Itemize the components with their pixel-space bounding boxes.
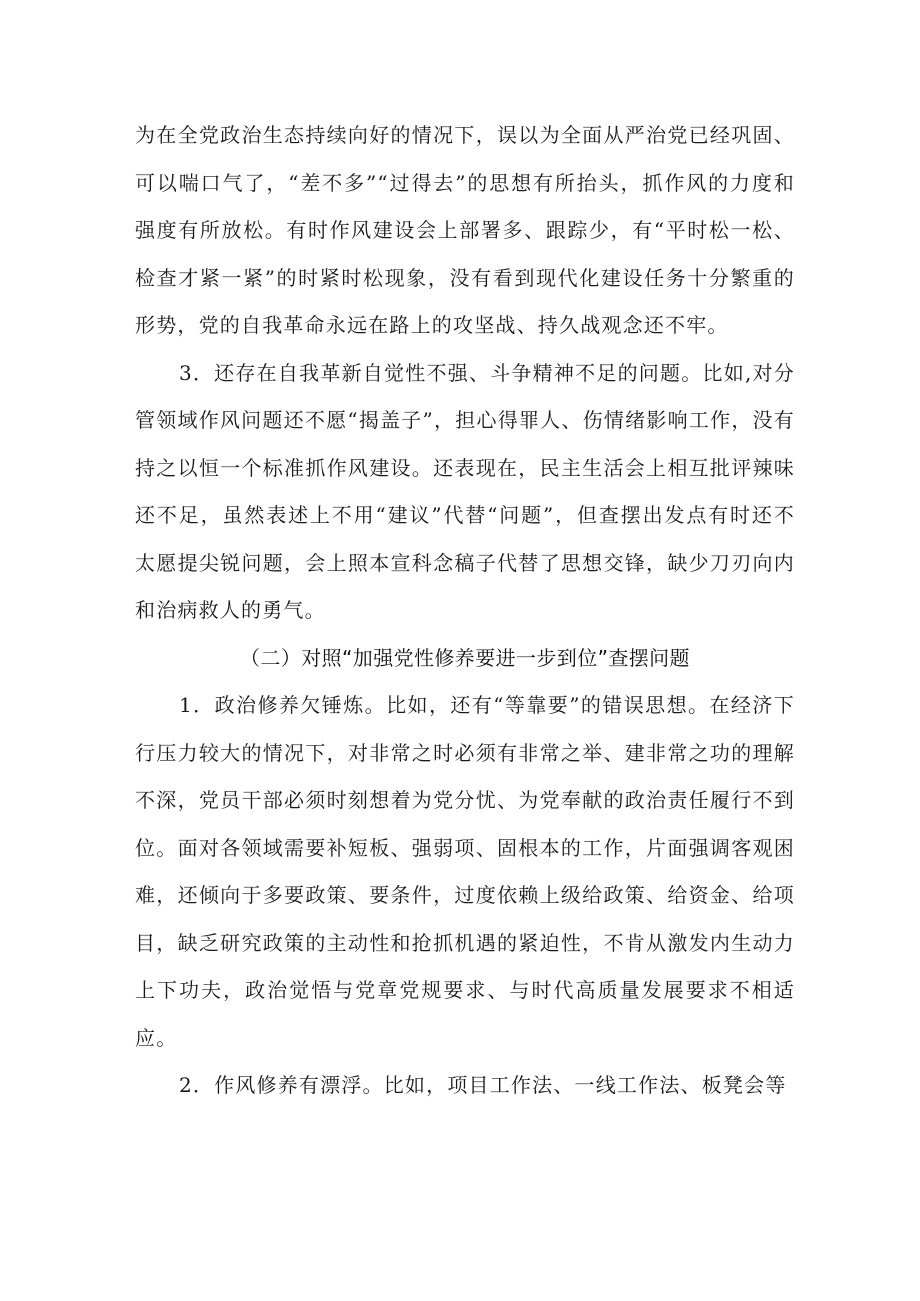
document-body xyxy=(135,112,795,1110)
paragraph-continued: 为在全党政治生态持续向好的情况下，误以为全面从严治党已经巩固、可以喘口气了，“差不多”“过得去”的思想有所抬头，抓作风的力度和强度有所放松。有时作风建设会上部署多、跟踪少，有“平时松一松、检查才紧一紧”的时紧时松现象，没有看到现代化建设任务十分繁重的形势，党的自我革命永远在路上的攻坚战、持久战观念还不牢。 xyxy=(135,123,795,337)
paragraph-item-3: 3．还存在自我革新自觉性不强、斗争精神不足的问题。比如,对分管领域作风问题还不愿“揭盖子”，担心得罪人、伤情绪影响工作，没有持之以恒一个标准抓作风建设。还表现在，民主生活会上相互批评辣味还不足，虽然表述上不用“建议”代替“问题”，但查摆出发点有时还不太愿提尖锐问题，会上照本宣科念稿子代替了思想交锋，缺少刀刃向内和治病救人的勇气。 xyxy=(135,360,795,622)
section-heading: （二）对照“加强党性修养要进一步到位”查摆问题 xyxy=(240,645,690,670)
paragraph-item-2: 2．作风修养有漂浮。比如，项目工作法、一线工作法、板凳会等 xyxy=(179,1073,787,1097)
paragraph-item-1: 1．政治修养欠锤炼。比如，还有“等靠要”的错误思想。在经济下行压力较大的情况下，对非常之时必须有非常之举、建非常之功的理解不深，党员干部必须时刻想着为党分忧、为党奉献的政治责任履行不到位。面对各领域需要补短板、强弱项、固根本的工作，片面强调客观困难，还倾向于多要政策、要条件，过度依赖上级给政策、给资金、给项目，缺乏研究政策的主动性和抢抓机遇的紧迫性，不肯从激发内生动力上下功夫，政治觉悟与党章党规要求、与时代高质量发展要求不相适应。 xyxy=(135,693,795,1050)
